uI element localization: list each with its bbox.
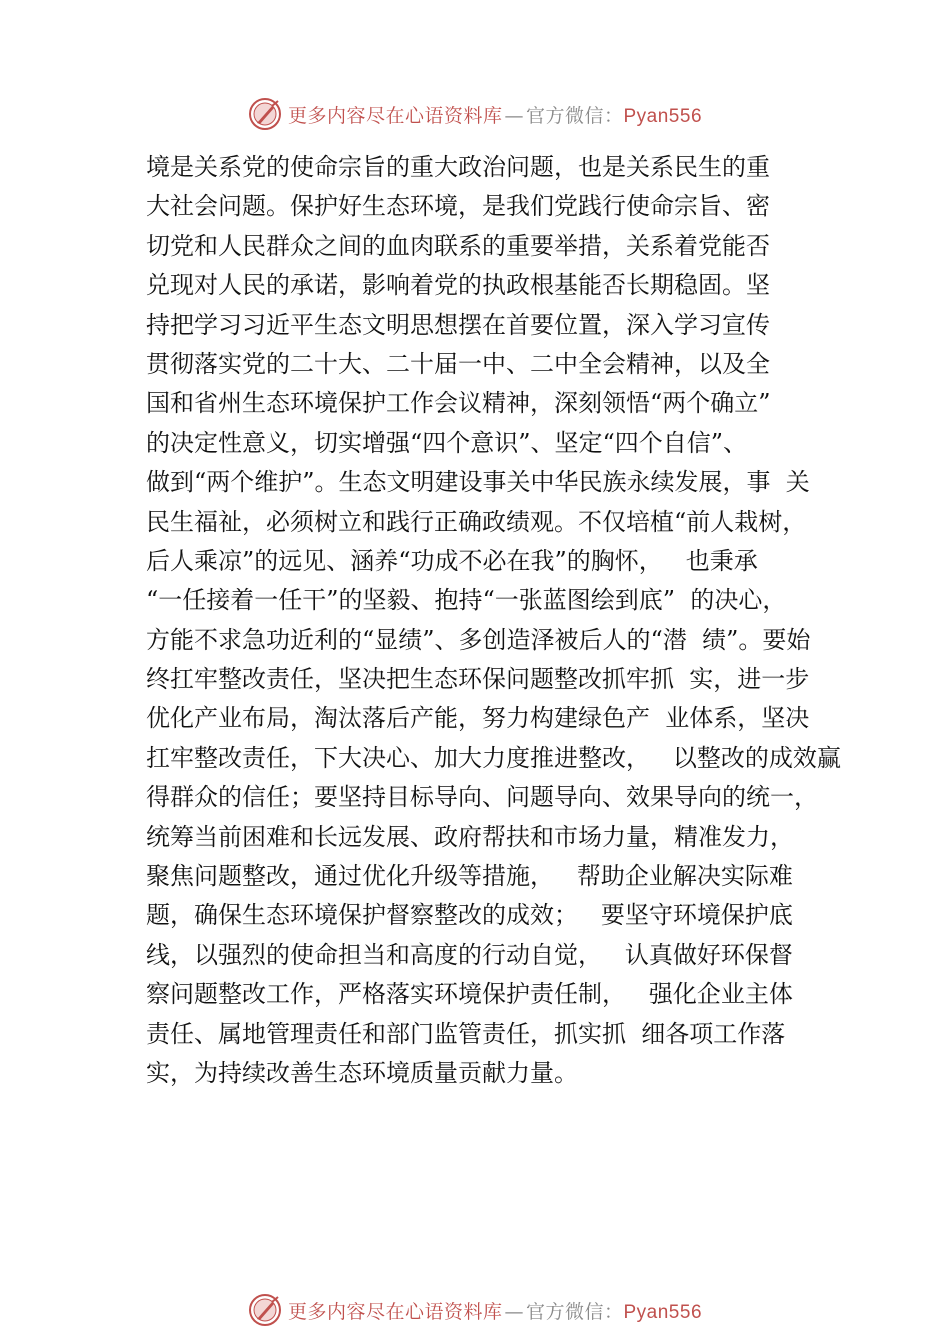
text-line: 贯彻落实党的二十大、二十届一中、二中全会精神，以及全: [146, 349, 770, 378]
text-line: 民生福祉，必须树立和践行正确政绩观。不仅培植“前人栽树，: [146, 507, 807, 536]
body-text: [146, 148, 841, 1093]
text-line: 切党和人民群众之间的血肉联系的重要举措，关系着党能否: [146, 231, 770, 260]
text-line: 统筹当前困难和长远发展、政府帮扶和市场力量，精准发力，: [146, 822, 794, 851]
watermark-separator: —: [504, 104, 524, 127]
text-line: 大社会问题。保护好生态环境，是我们党践行使命宗旨、密: [146, 192, 770, 221]
text-line: 线，以强烈的使命担当和高度的行动自觉， 认真做好环保督: [146, 940, 793, 969]
watermark-account: Pyan556: [623, 105, 703, 127]
text-line: 察问题整改工作，严格落实环境保护责任制， 强化企业主体: [146, 980, 793, 1009]
text-line: 责任、属地管理责任和部门监管责任，抓实抓 细各项工作落: [146, 1019, 786, 1048]
header-watermark: [0, 94, 950, 134]
text-line: 终扛牢整改责任，坚决把生态环保问题整改抓牢抓 实，进一步: [146, 665, 810, 694]
text-line: 境是关系党的使命宗旨的重大政治问题，也是关系民生的重: [146, 153, 770, 181]
watermark-separator: —: [504, 1300, 524, 1323]
watermark-label: 官方微信：: [525, 104, 624, 127]
text-line: 方能不求急功近利的“显绩”、多创造泽被后人的“潜 绩”。要始: [146, 625, 811, 654]
text-line: 扛牢整改责任，下大决心、加大力度推进整改， 以整改的成效赢: [146, 743, 841, 772]
quill-logo-icon: [248, 1293, 282, 1327]
text-line: 题，确保生态环境保护督察整改的成效； 要坚守环境保护底: [146, 901, 793, 930]
text-line: 实，为持续改善生态环境质量贡献力量。: [146, 1058, 578, 1087]
text-line: 聚焦问题整改，通过优化升级等措施， 帮助企业解决实际难: [146, 862, 793, 891]
text-line: 兑现对人民的承诺，影响着党的执政根基能否长期稳固。坚: [146, 271, 770, 300]
text-line: 优化产业布局，淘汰落后产能，努力构建绿色产 业体系，坚决: [146, 704, 810, 733]
text-line: “一任接着一任干”的坚毅、抱持“一张蓝图绘到底” 的决心，: [146, 586, 787, 615]
text-line: 国和省州生态环境保护工作会议精神，深刻领悟“两个确立”: [146, 389, 771, 418]
text-line: 后人乘凉”的远见、涵养“功成不必在我”的胸怀， 也秉承: [146, 546, 758, 575]
watermark-prefix: 更多内容尽在心语资料库: [287, 1300, 503, 1323]
text-line: 的决定性意义，切实增强“四个意识”、坚定“四个自信”、: [146, 428, 748, 457]
quill-logo-icon: [248, 97, 282, 131]
text-line: 持把学习习近平生态文明思想摆在首要位置，深入学习宣传: [146, 310, 770, 339]
watermark-label: 官方微信：: [525, 1300, 624, 1323]
footer-watermark: [0, 1290, 950, 1330]
watermark-text: [288, 1297, 702, 1324]
watermark-prefix: 更多内容尽在心语资料库: [287, 104, 503, 127]
watermark-text: [288, 101, 702, 128]
text-line: 做到“两个维护”。生态文明建设事关中华民族永续发展，事 关: [146, 468, 810, 497]
text-line: 得群众的信任；要坚持目标导向、问题导向、效果导向的统一，: [146, 783, 818, 812]
watermark-account: Pyan556: [623, 1301, 703, 1323]
